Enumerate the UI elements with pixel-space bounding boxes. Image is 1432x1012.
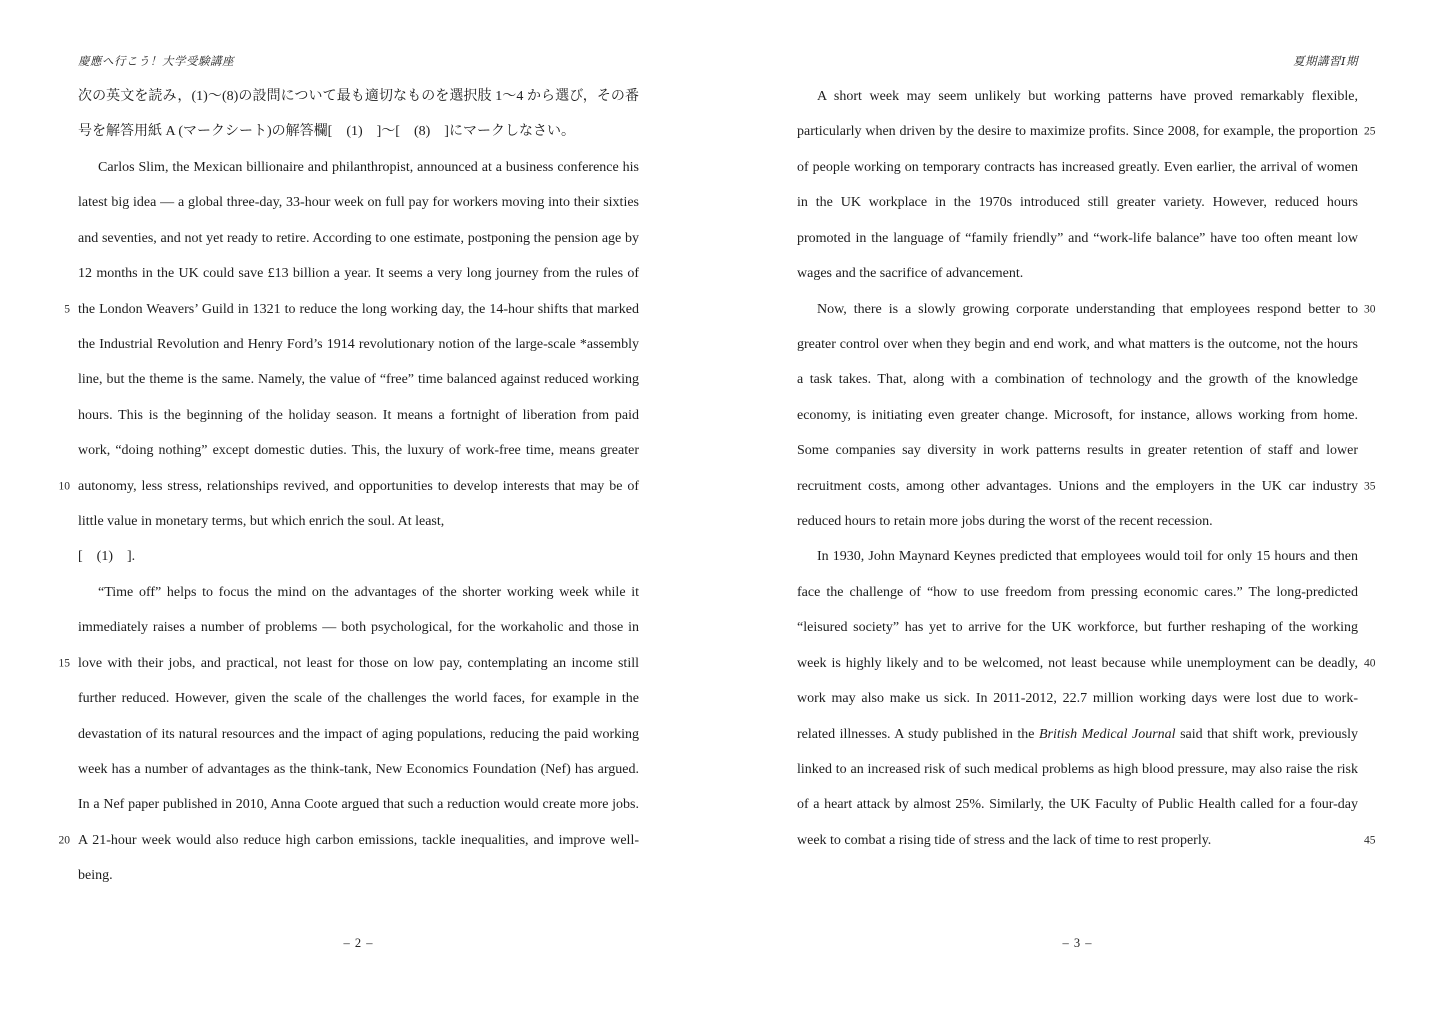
page-number-2: – 2 – [343,936,374,950]
left-margin-line-numbers [44,0,70,1012]
instruction-paragraph: 次の英文を読み，(1)～(8)の設問について最も適切なものを選択肢 1～4 から選び，その番号を解答用紙 A (マークシート)の解答欄[ (1) ]～[ (8) ]にマークしなさい。 [78,89,639,140]
page-3-text-block [797,79,1358,858]
line-number: 35 [1364,479,1376,492]
passage-paragraph-4: Now, there is a slowly growing corporate understanding that employees respond better to greater control over when they begin and end work, and what matters is the outcome, not the hours a task takes. That, along with a combination of technology and the growth of the knowledge economy, is initiating even greater change. Microsoft, for instance, allows working from home. Some companies say diversity in work patterns results in greater retention of staff and lower recruitment costs, among other advantages. Unions and the employers in the UK car industry reduced hours to retain more jobs during the worst of the recent recession. [797,301,1358,530]
line-number: 25 [1364,125,1376,138]
journal-title-italic: British Medical Journal [1039,726,1176,742]
line-number: 5 [64,302,70,315]
line-number: 15 [58,656,70,669]
passage-paragraph-3: A short week may seem unlikely but working patterns have proved remarkably flexible, particularly when driven by the desire to maximize profits. Since 2008, for example, the proportion of people working on temporary contracts has increased greatly. Even earlier, the arrival of women in the UK workplace in the 1970s introduced still greater variety. However, reduced hours promoted in the language of “family friendly” and “work-life balance” have too often meant low wages and the sacrifice of advancement. [797,89,1358,282]
page-3 [797,0,1358,1012]
line-number: 30 [1364,302,1376,315]
page-2-text-block [78,79,639,894]
paragraph-5-post-text: said that shift work, previously linked to an increased risk of such medical problems as high blood pressure, may also raise the risk of a heart attack by almost 25%. Similarly, the UK Faculty of Public Health called for a four-day week to combat a rising tide of stress and the lack of time to rest properly. [797,726,1358,848]
passage-paragraph-1: Carlos Slim, the Mexican billionaire and philanthropist, announced at a business conference his latest big idea — a global three-day, 33-hour week on full pay for workers moving into their sixties and seventies, and not yet ready to retire. According to one estimate, postponing the pension age by 12 months in the UK could save £13 billion a year. It seems a very long journey from the rules of the London Weavers’ Guild in 1321 to reduce the long working day, the 14-hour shifts that marked the Industrial Revolution and Henry Ford’s 1914 revolutionary notion of the large-scale *assembly line, but the theme is the same. Namely, the value of “free” time balanced against reduced working hours. This is the beginning of the holiday season. It means a fortnight of liberation from paid work, “doing nothing” except domestic duties. This, the luxury of work-free time, means greater autonomy, less stress, relationships revived, and opportunities to develop interests that may be of little value in monetary terms, but which enrich the soul. At least, [78,159,639,530]
page-2 [78,0,639,1012]
line-number: 45 [1364,834,1376,847]
page-number-3: – 3 – [1062,936,1093,950]
line-number: 10 [58,479,70,492]
line-number: 40 [1364,656,1376,669]
course-title-header: 慶應へ行こう！大学受験講座 [78,56,234,68]
passage-paragraph-5 [797,539,1358,858]
line-number: 20 [58,834,70,847]
right-margin-line-numbers [1364,0,1390,1012]
term-header: 夏期講習Ⅰ期 [1292,56,1358,68]
paragraph-5-pre-text: In 1930, John Maynard Keynes predicted that employees would toil for only 15 hours and then face the challenge of “how to use freedom from pressing economic cares.” The long-predicted “leisured society” has yet to arrive for the UK workforce, but further reshaping of the working week is highly likely and to be welcomed, not least because while unemployment can be deadly, work may also make us sick. In 2011-2012, 22.7 million working days were lost due to work-related illnesses. A study published in the [797,549,1358,742]
answer-blank-line: [ (1) ]. [78,549,136,565]
passage-paragraph-2: “Time off” helps to focus the mind on the advantages of the shorter working week while it immediately raises a number of problems — both psychological, for the workaholic and those in love with their jobs, and practical, not least for those on low pay, contemplating an income still further reduced. However, given the scale of the challenges the world faces, for example in the devastation of its natural resources and the impact of aging populations, reducing the paid working week has a number of advantages as the think-tank, New Economics Foundation (Nef) has argued. In a Nef paper published in 2010, Anna Coote argued that such a reduction would create more jobs. A 21-hour week would also reduce high carbon emissions, tackle inequalities, and improve well-being. [78,584,639,884]
